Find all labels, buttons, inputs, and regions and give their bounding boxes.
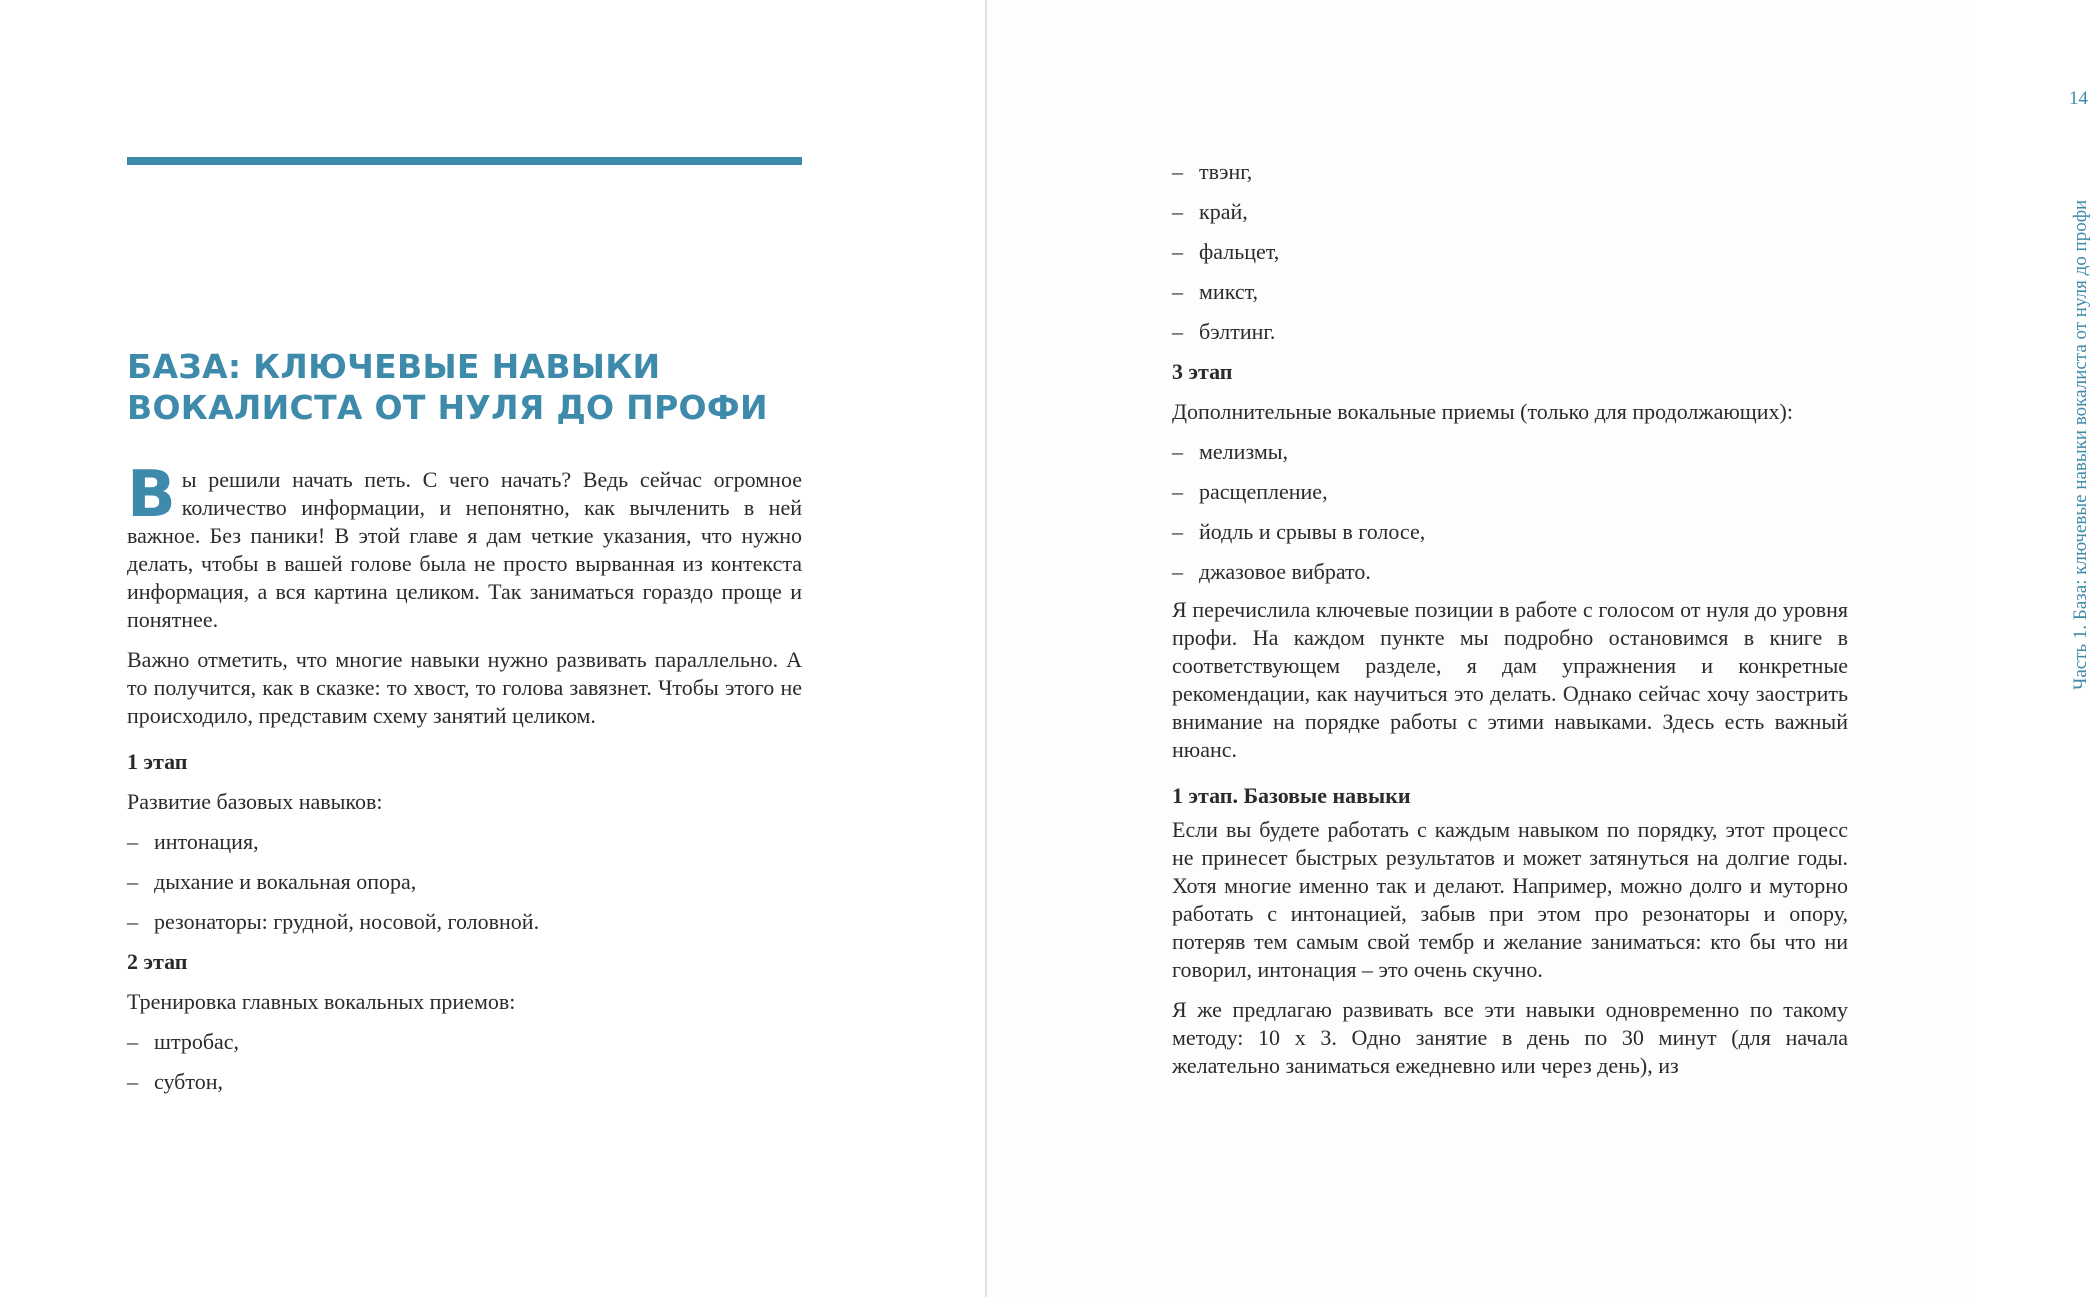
dropcap: В <box>127 458 176 532</box>
stage-3-list <box>1172 432 1848 592</box>
stage-2-list <box>127 1022 802 1102</box>
dash-marker: – <box>1172 479 1183 504</box>
list-item: – бэлтинг. <box>1172 312 1848 352</box>
dash-marker: – <box>127 1069 138 1094</box>
dash-marker: – <box>127 869 138 894</box>
chapter-top-rule <box>127 157 802 165</box>
left-page <box>0 0 985 1297</box>
list-item: – микст, <box>1172 272 1848 312</box>
stage-2-heading: 2 этап <box>127 949 188 974</box>
section-heading: 1 этап. Базовые навыки <box>1172 783 1411 808</box>
dash-marker: – <box>1172 519 1183 544</box>
running-head: Часть 1. База: ключевые навыки вокалиста от нуля до профи <box>2070 199 2091 690</box>
list-item: – йодль и срывы в голосе, <box>1172 512 1848 552</box>
dash-marker: – <box>1172 279 1183 304</box>
dash-marker: – <box>1172 239 1183 264</box>
list-item: – расщепление, <box>1172 472 1848 512</box>
summary-paragraph: Я перечислила ключевые позиции в работе с голосом от нуля до уровня профи. На каждом пункте мы подробно остановимся в книге в соответствующем разделе, я дам упражнения и конкретные рекомендации, как научиться это делать. Однако сейчас хочу заострить внимание на порядке работы с этими навыками. Здесь есть важный нюанс. <box>1172 597 1848 762</box>
list-item: – фальцет, <box>1172 232 1848 272</box>
dash-marker: – <box>1172 159 1183 184</box>
dash-marker: – <box>127 1029 138 1054</box>
section-paragraph-2: Я же предлагаю развивать все эти навыки одновременно по такому методу: 10 x 3. Одно занятие в день по 30 минут (для начала желательно заниматься ежедневно или через день), из <box>1172 997 1848 1078</box>
chapter-title <box>127 346 827 428</box>
dash-marker: – <box>127 829 138 854</box>
chapter-title-line-1: БАЗА: КЛЮЧЕВЫЕ НАВЫКИ <box>127 347 661 386</box>
stage-2-list-continued <box>1172 152 1848 352</box>
list-item: – интонация, <box>127 822 802 862</box>
list-item: – твэнг, <box>1172 152 1848 192</box>
stage-1-list <box>127 822 802 942</box>
paragraph-parallel-skills: Важно отметить, что многие навыки нужно развивать параллельно. А то получится, как в сказке: то хвост, то голова завязнет. Чтобы этого не происходило, представим схему занятий целиком. <box>127 647 802 728</box>
dash-marker: – <box>1172 439 1183 464</box>
dash-marker: – <box>127 909 138 934</box>
stage-1-heading: 1 этап <box>127 749 188 774</box>
stage-3-heading: 3 этап <box>1172 359 1233 384</box>
section-paragraph-1: Если вы будете работать с каждым навыком по порядку, этот процесс не принесет быстрых результатов и может затянуться на долгие годы. Хотя многие именно так и делают. Например, можно долго и муторно работать с интонацией, забыв при этом про резонаторы и опору, потеряв тем самым свой тембр и желание заниматься: кто бы что ни говорил, интонация – это очень скучно. <box>1172 817 1848 982</box>
list-item: – край, <box>1172 192 1848 232</box>
dash-marker: – <box>1172 559 1183 584</box>
list-item: – субтон, <box>127 1062 802 1102</box>
dash-marker: – <box>1172 199 1183 224</box>
list-item: – штробас, <box>127 1022 802 1062</box>
stage-2-lead: Тренировка главных вокальных приемов: <box>127 989 516 1014</box>
stage-1-lead: Развитие базовых навыков: <box>127 789 383 814</box>
page-number: 14 <box>2069 88 2088 109</box>
intro-text: ы решили начать петь. С чего начать? Ведь сейчас огромное количество информации, и непонятно, как вычленить в ней важное. Без паники! В этой главе я дам четкие указания, что нужно делать, чтобы в вашей голове была не просто вырванная из контекста информация, а вся картина целиком. Так заниматься гораздо проще и понятнее. <box>127 467 802 632</box>
stage-3-lead: Дополнительные вокальные приемы (только для продолжающих): <box>1172 399 1793 424</box>
left-text-column <box>127 458 802 1102</box>
list-item: – дыхание и вокальная опора, <box>127 862 802 902</box>
right-text-column <box>1172 152 1848 1092</box>
chapter-title-line-2: ВОКАЛИСТА ОТ НУЛЯ ДО ПРОФИ <box>127 388 768 427</box>
list-item: – резонаторы: грудной, носовой, головной. <box>127 902 802 942</box>
intro-paragraph <box>127 458 802 634</box>
dash-marker: – <box>1172 319 1183 344</box>
list-item: – джазовое вибрато. <box>1172 552 1848 592</box>
list-item: – мелизмы, <box>1172 432 1848 472</box>
